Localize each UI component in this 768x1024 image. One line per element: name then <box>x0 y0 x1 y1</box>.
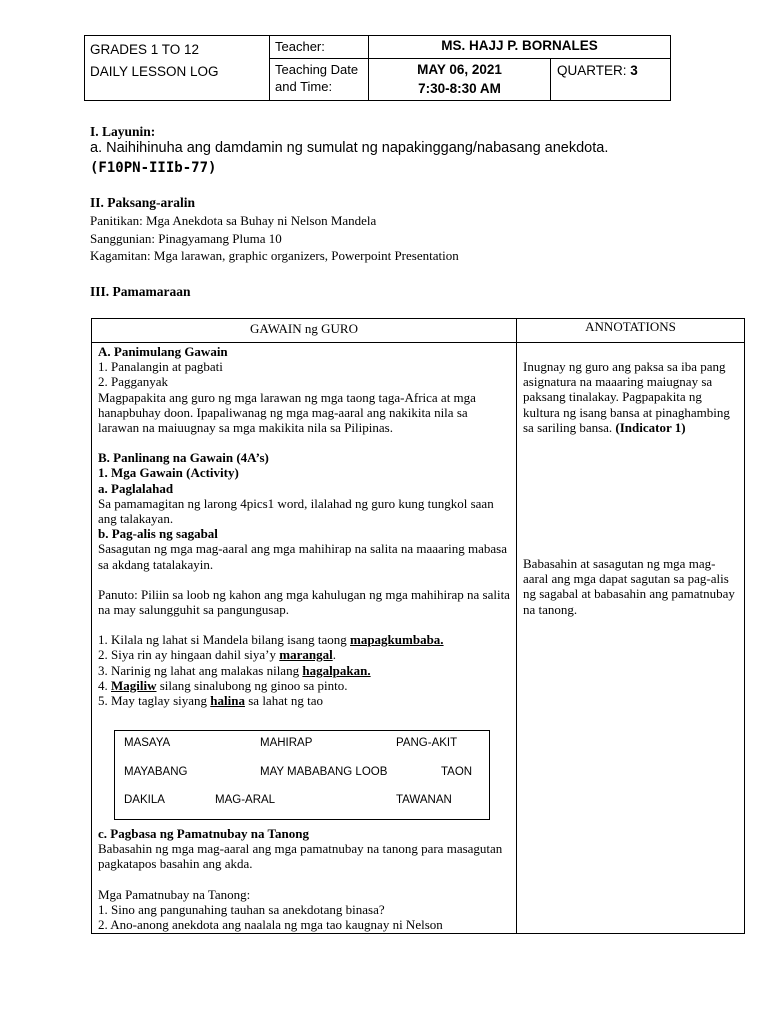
panimulang-item-1: 1. Panalangin at pagbati <box>98 359 223 375</box>
teaching-date-value <box>369 59 551 101</box>
sentence-item-5: 5. May taglay siyang halina sa lahat ng tao <box>98 693 323 709</box>
teacher-label: Teacher: <box>270 36 369 59</box>
choice-word: TAWANAN <box>396 794 452 806</box>
underlined-word: Magiliw <box>111 677 157 693</box>
tanong-1: 1. Sino ang pangunahing tauhan sa anekdotang binasa? <box>98 901 385 917</box>
sentence-item-4: 4. Magiliw silang sinalubong ng ginoo sa pinto. <box>98 677 348 693</box>
choice-word: PANG-AKIT <box>396 737 458 749</box>
quarter-label: QUARTER: <box>557 63 627 78</box>
gawain-column <box>98 344 512 708</box>
lesson-log-header <box>84 35 671 101</box>
competency-code: (F10PN-IIIb-77) <box>90 160 217 176</box>
panlinang-title: B. Panlinang na Gawain (4A’s) <box>98 450 269 466</box>
sentence-item-3: 3. Narinig ng lahat ang malakas nilang hagalpakan. <box>98 662 371 678</box>
sanggunian-line: Sanggunian: Pinagyamang Pluma 10 <box>90 230 282 246</box>
sentence-item-2: 2. Siya rin ay hingaan dahil siya’y marangal. <box>98 647 336 663</box>
annotation-1: Inugnay ng guro ang paksa sa iba pang asignatura na maaaring maiugnay sa paksang tinalakay. Pagpapakita ng kultura ng isang bansa at pinaghambing sa sariling bansa. (Indicator 1) <box>523 359 730 435</box>
section-pamamaraan-heading: III. Pamamaraan <box>90 284 191 299</box>
tanong-heading: Mga Pamatnubay na Tanong: <box>98 886 251 902</box>
choice-word: MAY MABABANG LOOB <box>260 766 388 778</box>
annotation-2: Babasahin at sasagutan ng mga mag-aaral ang mga dapat sagutan sa pag-alis ng sagabal at babasahin ang pamatnubay na tanong. <box>523 556 735 617</box>
panimulang-item-2: 2. Pagganyak <box>98 374 169 390</box>
panimulang-gawain-title: A. Panimulang Gawain <box>98 344 228 359</box>
pagganyak-text: Magpapakita ang guro ng mga larawan ng mga taong taga-Africa at mga hanapbuhay doon. Ipapaliwanag ng mga mag-aaral ang nakikita nila sa larawan na maiuugnay sa mga makikita nila sa Pilipinas. <box>98 389 476 436</box>
grades-label: GRADES 1 TO 12 <box>90 42 200 57</box>
choice-word: DAKILA <box>124 794 165 806</box>
procedure-table <box>91 318 745 934</box>
pagbasa-title: c. Pagbasa ng Pamatnubay na Tanong <box>98 826 309 841</box>
tanong-2: 2. Ano-anong anekdota ang naalala ng mga tao kaugnay ni Nelson <box>98 917 443 933</box>
section-paksang-aralin-heading: II. Paksang-aralin <box>90 195 196 210</box>
column-divider <box>516 319 517 933</box>
underlined-word: hagalpakan. <box>302 662 371 678</box>
pag-alis-title: b. Pag-alis ng sagabal <box>98 526 218 542</box>
pagbasa-text: Babasahin ng mga mag-aaral ang mga pamatnubay na tanong para masagutan pagkatapos basahin ang akda. <box>98 841 503 872</box>
date-value: MAY 06, 2021 <box>417 62 502 77</box>
paksang-aralin-list <box>90 212 459 265</box>
choice-word: TAON <box>441 766 473 778</box>
col-header-gawain: GAWAIN ng GURO <box>249 321 358 336</box>
quarter-value: 3 <box>630 63 638 78</box>
kagamitan-line: Kagamitan: Mga larawan, graphic organizers, Powerpoint Presentation <box>90 248 459 263</box>
choice-word: MAG-ARAL <box>215 794 276 806</box>
underlined-word: marangal <box>279 647 333 663</box>
choice-word: MAHIRAP <box>260 737 313 749</box>
header-divider <box>92 342 744 343</box>
teaching-date-label: Teaching Date and Time: <box>270 59 369 101</box>
sentence-item-1: 1. Kilala ng lahat si Mandela bilang isang taong mapagkumbaba. <box>98 632 444 648</box>
time-value: 7:30-8:30 AM <box>418 81 501 96</box>
col-header-annotations: ANNOTATIONS <box>585 319 676 334</box>
pagbasa-section <box>98 826 512 932</box>
section-layunin-heading: I. Layunin: <box>90 124 156 139</box>
mga-gawain-title: 1. Mga Gawain (Activity) <box>98 465 239 481</box>
choice-word: MAYABANG <box>124 766 188 778</box>
quarter-cell <box>551 59 671 101</box>
underlined-word: mapagkumbaba. <box>350 632 444 648</box>
indicator-label: (Indicator 1) <box>615 419 686 435</box>
grades-cell <box>85 36 270 101</box>
word-choices-box <box>114 730 490 820</box>
panitikan-line: Panitikan: Mga Anekdota sa Buhay ni Nelson Mandela <box>90 213 377 228</box>
teacher-name: MS. HAJJ P. BORNALES <box>369 36 671 59</box>
pag-alis-text: Sasagutan ng mga mag-aaral ang mga mahihirap na salita na maaaring mabasa sa akdang tatalakayin. <box>98 541 507 572</box>
paglalahad-title: a. Paglalahad <box>98 480 174 496</box>
panuto-text: Panuto: Piliin sa loob ng kahon ang mga kahulugan ng mga mahihirap na salita na may salungguhit sa pangungusap. <box>98 586 510 618</box>
log-label: DAILY LESSON LOG <box>90 64 219 79</box>
choice-word: MASAYA <box>124 737 171 749</box>
paglalahad-text: Sa pamamagitan ng larong 4pics1 word, ilalahad ng guro kung tungkol saan ang talakayan. <box>98 495 494 527</box>
underlined-word: halina <box>210 693 245 709</box>
objective-text: a. Naihihinuha ang damdamin ng sumulat ng napakinggang/nabasang anekdota. <box>90 140 609 156</box>
